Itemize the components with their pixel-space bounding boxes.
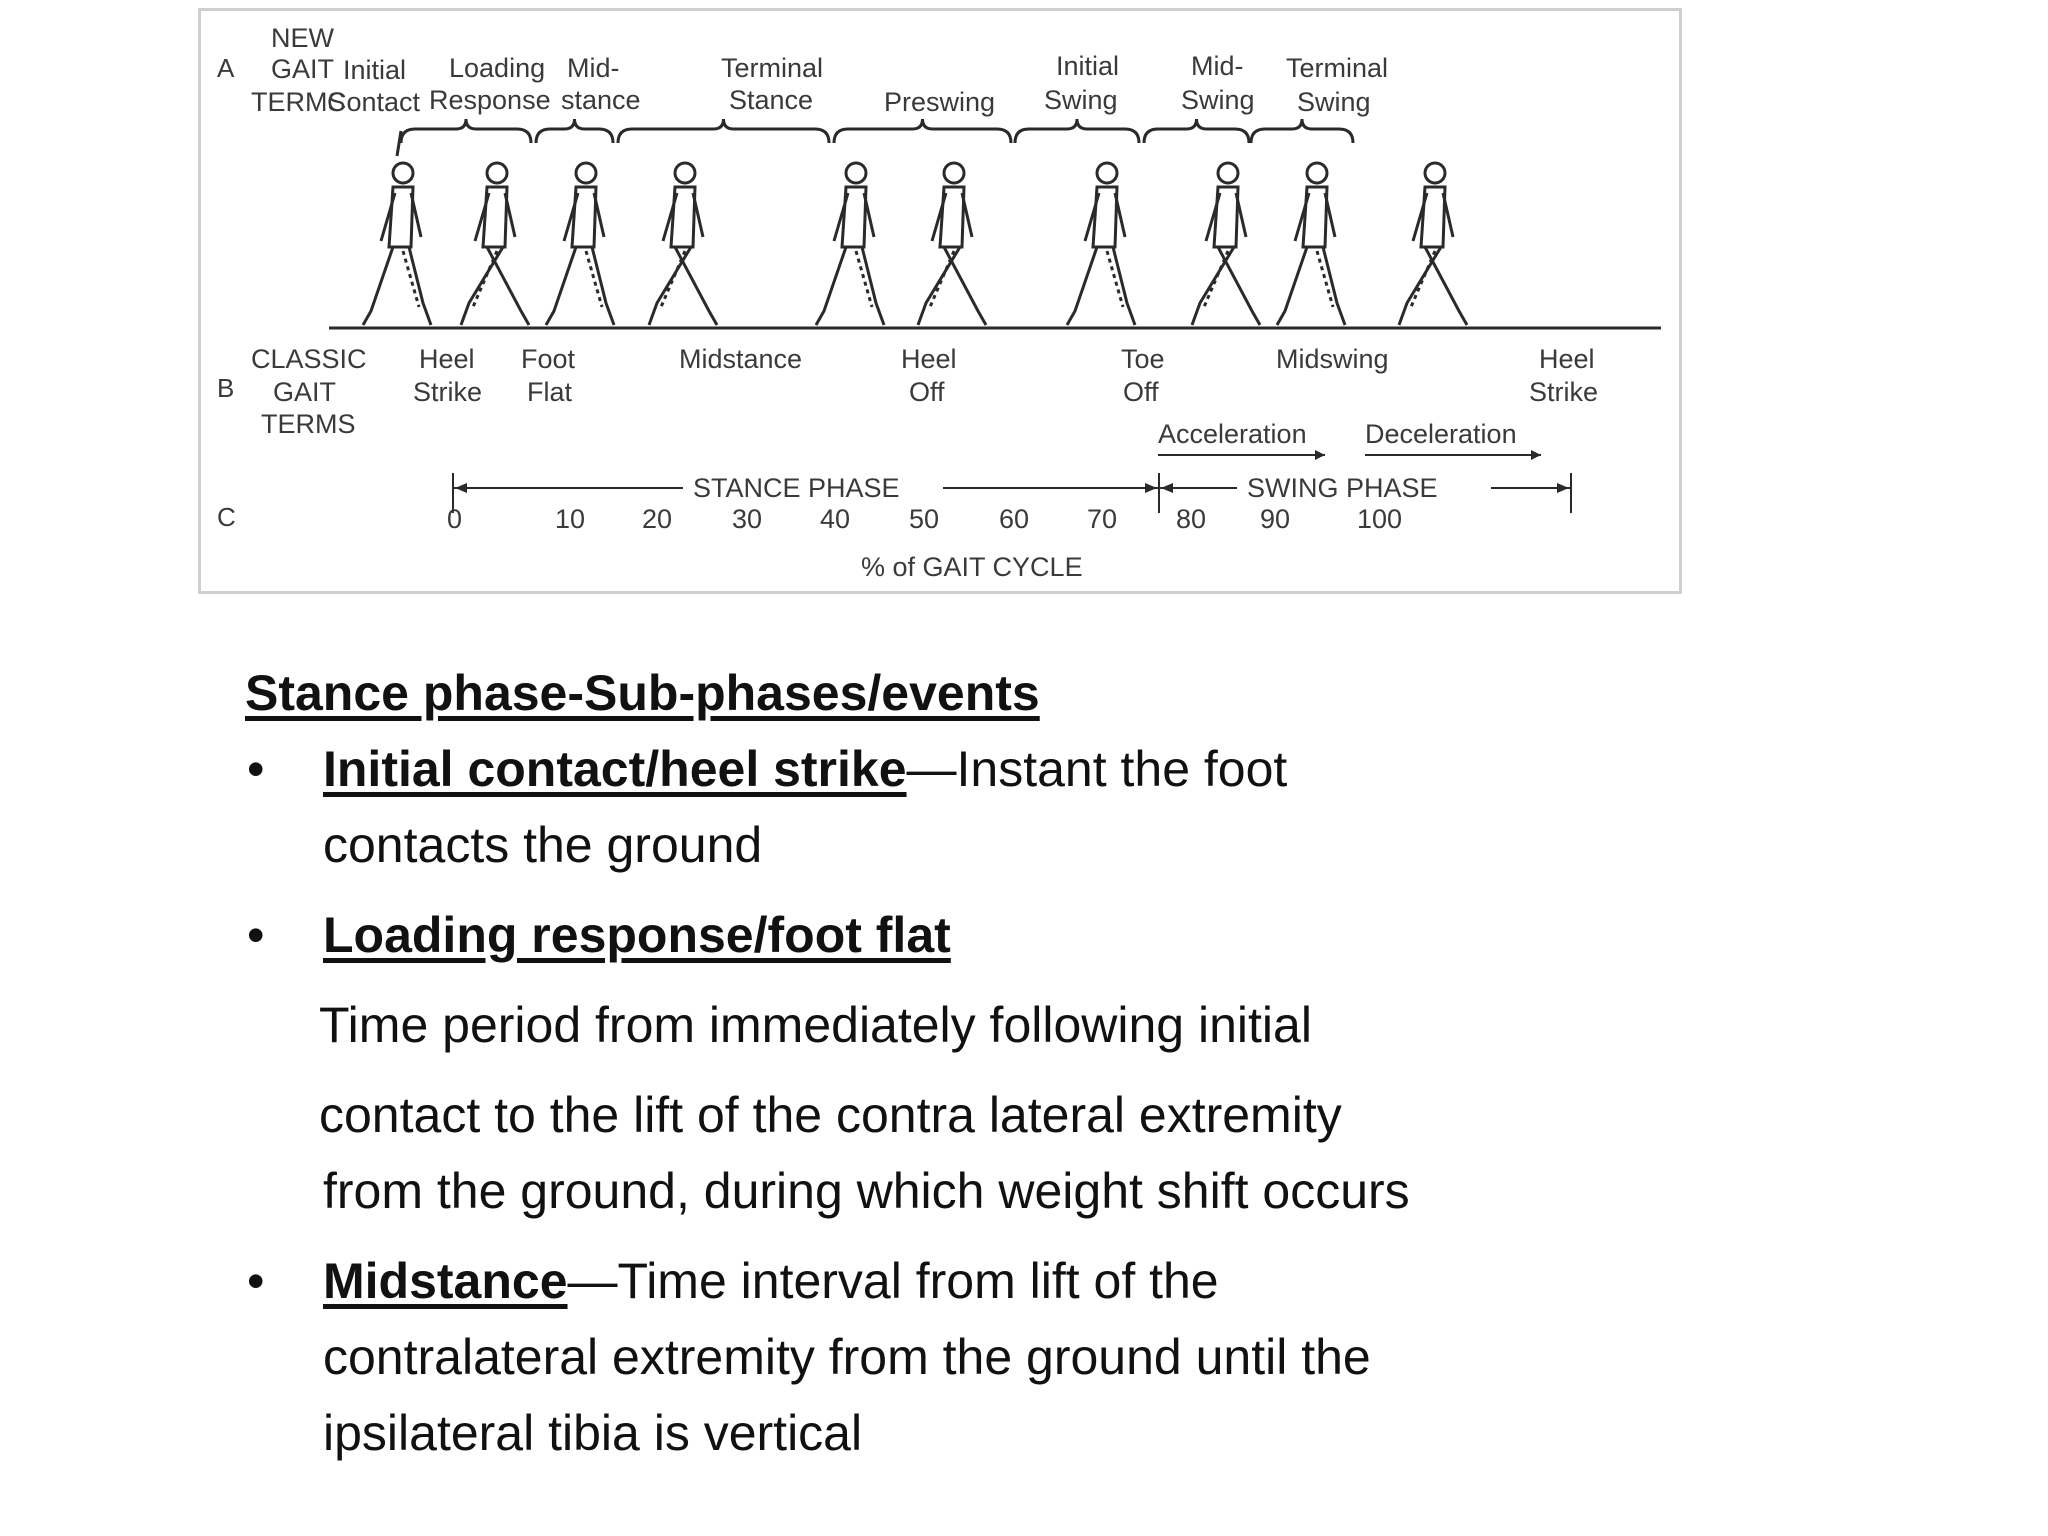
swing-left-arrowhead: [1161, 483, 1173, 493]
brace: [618, 119, 829, 143]
list-item-midstance: [245, 1243, 1665, 1471]
new-term-initial-swing: [1044, 51, 1119, 115]
svg-text:Initial: Initial: [343, 55, 407, 85]
svg-text:Heel: Heel: [1539, 344, 1595, 374]
new-term-initial-contact: [327, 55, 421, 117]
tick-label: 90: [1260, 504, 1291, 534]
classic-term-midstance: [679, 344, 802, 374]
stance-right-arrowhead: [1145, 483, 1157, 493]
classic-term-heel-off: [901, 344, 957, 407]
brace: [401, 119, 531, 143]
svg-text:Stance: Stance: [729, 85, 814, 115]
new-terms-header-3: TERMS: [251, 87, 346, 117]
item2-paragraph: [245, 987, 1665, 1229]
row-label-c: C: [217, 502, 236, 532]
tick-label: 20: [642, 504, 673, 534]
acceleration-arrowhead: [1315, 450, 1325, 460]
walking-person-icon: [918, 163, 986, 325]
tick-label: 70: [1087, 504, 1118, 534]
bullet-icon: •: [247, 1253, 265, 1309]
svg-text:Strike: Strike: [1529, 377, 1599, 407]
walking-person-icon: [461, 163, 529, 325]
brace: [834, 119, 1011, 143]
tick-label: 100: [1357, 504, 1403, 534]
deceleration-arrowhead: [1531, 450, 1541, 460]
svg-text:Contact: Contact: [327, 87, 421, 117]
tick-label: 0: [447, 504, 463, 534]
svg-text:Flat: Flat: [527, 377, 573, 407]
item3-desc-line3: ipsilateral tibia is vertical: [323, 1405, 863, 1461]
list-item-initial-contact: [245, 731, 1665, 883]
svg-text:Midstance: Midstance: [679, 344, 803, 374]
classic-term-midswing: [1276, 344, 1389, 374]
svg-text:Strike: Strike: [413, 377, 483, 407]
walking-person-icon: [1399, 163, 1467, 325]
svg-text:Mid-: Mid-: [567, 53, 620, 83]
term-initial-contact: Initial contact/heel strike: [323, 741, 907, 797]
svg-text:Preswing: Preswing: [884, 87, 996, 117]
svg-text:Initial: Initial: [1056, 51, 1120, 81]
notes-heading: Stance phase-Sub-phases/events: [245, 665, 1040, 721]
swing-right-arrowhead: [1557, 483, 1569, 493]
svg-text:Swing: Swing: [1297, 87, 1371, 117]
swing-phase-label: SWING PHASE: [1247, 473, 1438, 503]
term-midstance: Midstance: [323, 1253, 568, 1309]
svg-text:Terminal: Terminal: [721, 53, 824, 83]
svg-text:Swing: Swing: [1044, 85, 1118, 115]
row-label-b: B: [217, 373, 235, 403]
brace: [536, 119, 613, 143]
bullet-icon: •: [247, 741, 265, 797]
new-term-terminal-stance: [721, 53, 823, 115]
svg-text:Loading: Loading: [449, 53, 546, 83]
new-term-midstance: [561, 53, 641, 115]
tick-label: 10: [555, 504, 586, 534]
svg-text:Heel: Heel: [901, 344, 957, 374]
walking-person-icon: [649, 163, 717, 325]
new-term-loading-response: [429, 53, 551, 115]
brace: [1144, 119, 1249, 143]
classic-terms-header-1: CLASSIC: [251, 344, 367, 374]
svg-text:Terminal: Terminal: [1286, 53, 1389, 83]
list-item-loading-response: [245, 897, 1665, 973]
new-term-terminal-swing: [1286, 53, 1388, 117]
item2-line1: Time period from immediately following initial: [319, 997, 1312, 1053]
brace: [1015, 119, 1139, 143]
classic-term-foot-flat: [521, 344, 576, 407]
item1-desc-line2: contacts the ground: [323, 817, 763, 873]
item2-line3: from the ground, during which weight shift occurs: [323, 1163, 1410, 1219]
tick-label: 50: [909, 504, 940, 534]
tick-label: 40: [820, 504, 851, 534]
brace: [1251, 119, 1353, 143]
initial-contact-pointer: [397, 131, 401, 156]
item2-line2: contact to the lift of the contra lateral extremity: [319, 1087, 1342, 1143]
svg-text:Mid-: Mid-: [1191, 51, 1244, 81]
walking-person-icon: [1277, 163, 1345, 325]
row-label-a: A: [217, 53, 235, 83]
svg-text:Heel: Heel: [419, 344, 475, 374]
classic-term-toe-off: [1121, 344, 1165, 407]
bullet-icon: •: [247, 907, 265, 963]
deceleration-label: Deceleration: [1365, 419, 1517, 449]
stance-phase-label: STANCE PHASE: [693, 473, 900, 503]
svg-text:Off: Off: [1123, 377, 1159, 407]
term-loading-response: Loading response/foot flat: [323, 907, 951, 963]
new-term-preswing: [884, 87, 995, 117]
notes-text: [245, 655, 1665, 1471]
acceleration-label: Acceleration: [1158, 419, 1307, 449]
gait-cycle-figure: [198, 8, 1682, 594]
new-term-mid-swing: [1181, 51, 1255, 115]
walking-person-icon: [363, 163, 431, 325]
svg-text:Response: Response: [429, 85, 551, 115]
walking-person-icon: [546, 163, 614, 325]
svg-text:Toe: Toe: [1121, 344, 1165, 374]
item3-desc-line2: contralateral extremity from the ground until the: [323, 1329, 1371, 1385]
svg-text:Swing: Swing: [1181, 85, 1255, 115]
tick-label: 80: [1176, 504, 1207, 534]
svg-text:stance: stance: [561, 85, 641, 115]
stance-left-arrowhead: [455, 483, 467, 493]
item3-desc: —Time interval from lift of the: [567, 1253, 1219, 1309]
classic-terms-header-2: GAIT: [273, 377, 337, 407]
walking-person-icon: [1067, 163, 1135, 325]
classic-terms-header-3: TERMS: [261, 409, 356, 439]
new-terms-header-2: GAIT: [271, 54, 335, 84]
classic-term-heel-strike: [413, 344, 482, 407]
svg-text:Foot: Foot: [521, 344, 576, 374]
walking-person-icon: [816, 163, 884, 325]
axis-label: % of GAIT CYCLE: [861, 552, 1083, 582]
phase-braces: [397, 119, 1353, 156]
percent-axis-ticks: [447, 504, 1402, 534]
svg-text:Off: Off: [909, 377, 945, 407]
tick-label: 30: [732, 504, 763, 534]
walking-person-icon: [1192, 163, 1260, 325]
item1-desc: —Instant the foot: [906, 741, 1288, 797]
walking-figures: [363, 163, 1467, 325]
tick-label: 60: [999, 504, 1030, 534]
svg-text:Midswing: Midswing: [1276, 344, 1389, 374]
new-terms-header-1: NEW: [271, 23, 334, 53]
classic-term-heel-strike-end: [1529, 344, 1598, 407]
gait-diagram: [201, 11, 1679, 591]
